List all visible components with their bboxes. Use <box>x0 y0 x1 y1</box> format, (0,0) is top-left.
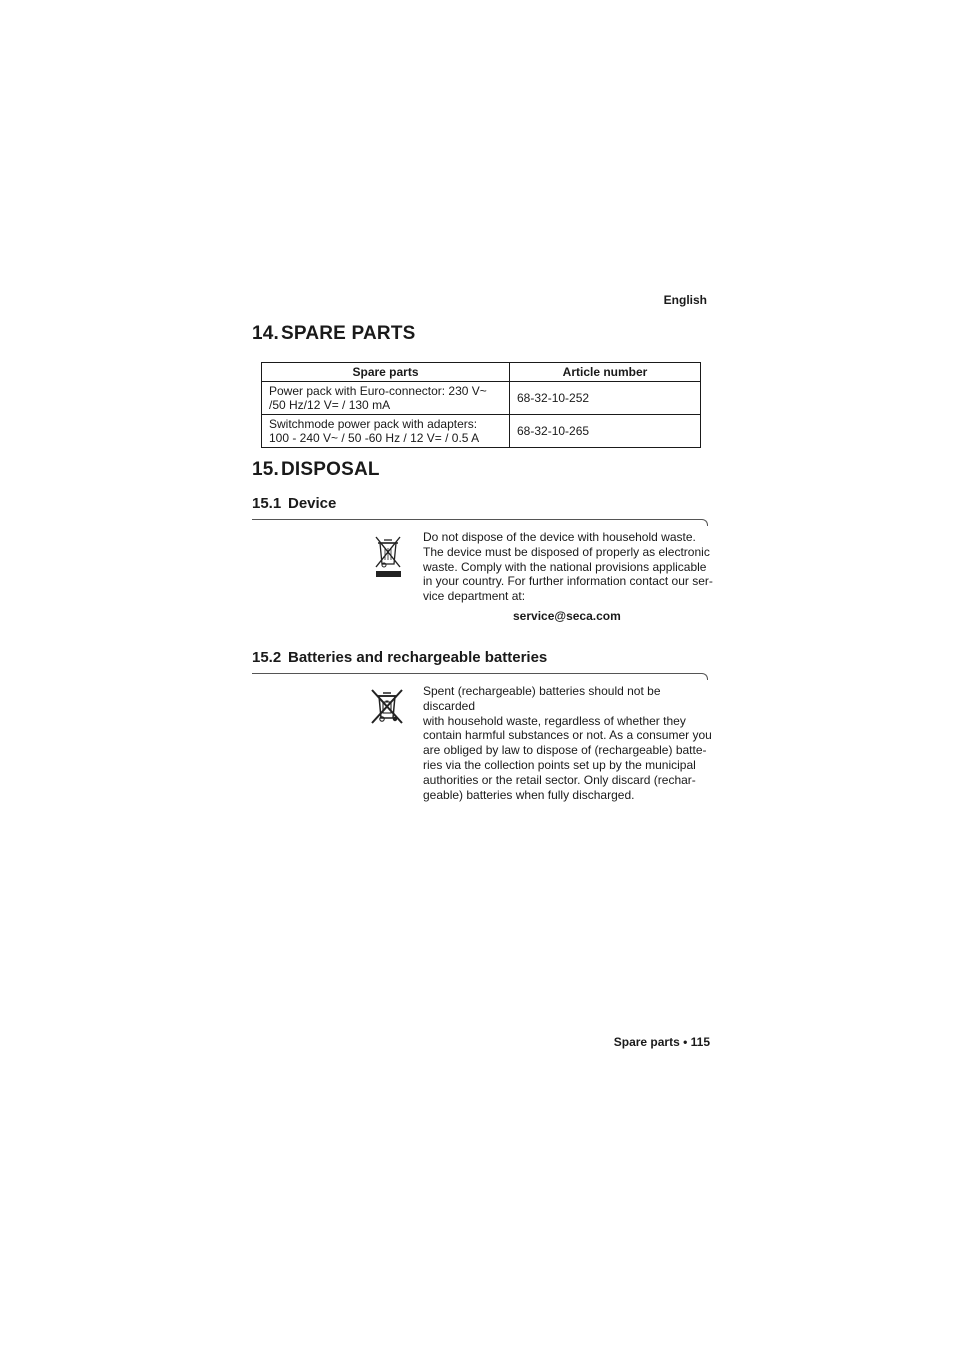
section-title: SPARE PARTS <box>281 323 416 344</box>
service-email: service@seca.com <box>513 609 621 623</box>
device-disposal-text <box>423 530 713 604</box>
text-line: are obliged by law to dispose of (rechargeable) batte- <box>423 743 707 758</box>
text-line: in your country. For further information contact our ser- <box>423 574 713 589</box>
spare-part-line: /50 Hz/12 V= / 130 mA <box>269 398 391 412</box>
crossed-out-wheelie-bin-icon <box>372 534 404 580</box>
column-header: Spare parts <box>262 363 510 382</box>
subsection-title: Device <box>288 495 337 512</box>
subsection-number: 15.2 <box>252 649 282 666</box>
text-line: with household waste, regardless of whether they <box>423 713 686 728</box>
table-row <box>262 415 701 448</box>
article-number-cell: 68-32-10-252 <box>510 382 701 415</box>
subsection-number: 15.1 <box>252 495 282 512</box>
battery-disposal-text <box>423 684 713 802</box>
spare-parts-table <box>261 362 701 448</box>
column-header: Article number <box>510 363 701 382</box>
spare-part-cell <box>262 415 510 448</box>
text-line: waste. Comply with the national provisions applicable <box>423 559 707 574</box>
text-line: authorities or the retail sector. Only discard (rechar- <box>423 772 696 787</box>
section-15-heading <box>252 459 380 481</box>
language-label: English <box>663 293 707 307</box>
section-number: 15. <box>252 459 280 480</box>
section-title: DISPOSAL <box>281 459 380 480</box>
divider-corner <box>701 519 708 526</box>
section-number: 14. <box>252 323 280 344</box>
subsection-title: Batteries and rechargeable batteries <box>288 649 548 666</box>
article-number-cell: 68-32-10-265 <box>510 415 701 448</box>
table-header-row <box>262 363 701 382</box>
text-line: geable) batteries when fully discharged. <box>423 787 635 802</box>
divider-corner <box>701 673 708 680</box>
section-divider <box>252 673 702 674</box>
spare-part-line: Power pack with Euro-connector: 230 V~ <box>269 383 487 398</box>
crossed-out-battery-bin-icon <box>369 688 405 726</box>
section-divider <box>252 519 702 520</box>
spare-part-line: 100 - 240 V~ / 50 -60 Hz / 12 V= / 0.5 A <box>269 431 480 445</box>
subsection-15-2-heading <box>252 649 547 666</box>
spare-part-cell <box>262 382 510 415</box>
text-line: Do not dispose of the device with household waste. <box>423 530 696 544</box>
text-line: ries via the collection points set up by the municipal <box>423 757 696 772</box>
spare-part-line: Switchmode power pack with adapters: <box>269 416 478 431</box>
text-line: contain harmful substances or not. As a consumer you <box>423 728 712 743</box>
text-line: vice department at: <box>423 589 526 604</box>
text-line: The device must be disposed of properly as electronic <box>423 544 710 559</box>
section-14-heading <box>252 323 416 345</box>
page-footer: Spare parts • 115 <box>613 1035 710 1049</box>
table-row <box>262 382 701 415</box>
text-line: Spent (rechargeable) batteries should not be discarded <box>423 684 661 713</box>
subsection-15-1-heading <box>252 495 336 512</box>
